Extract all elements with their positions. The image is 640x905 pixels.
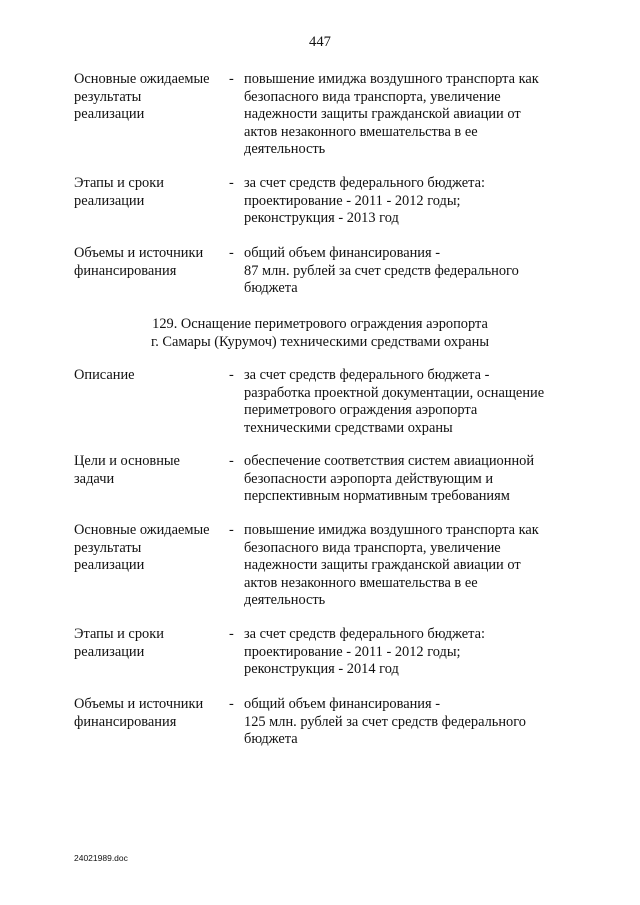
text-line: повышение имиджа воздушного транспорта как — [244, 71, 539, 87]
text-line: безопасности аэропорта действующим и — [244, 470, 494, 487]
label-line: результаты — [74, 88, 142, 105]
text-line: реконструкция - 2014 год — [244, 661, 399, 678]
text-line: 125 млн. рублей за счет средств федерального — [244, 713, 526, 730]
section-text — [244, 71, 574, 159]
dash-separator: - — [229, 175, 234, 191]
text-line: проектирование - 2011 - 2012 годы; — [244, 643, 461, 660]
text-line: за счет средств федерального бюджета: — [244, 626, 486, 642]
text-line: обеспечение соответствия систем авиационной — [244, 453, 535, 469]
label-line: реализации — [74, 106, 145, 123]
section-label — [74, 522, 224, 575]
document-filename: 24021989.doc — [74, 853, 128, 863]
label-line: результаты — [74, 539, 142, 556]
text-line: надежности защиты гражданской авиации от — [244, 557, 521, 574]
text-line: перспективным нормативным требованиям — [244, 488, 510, 505]
heading-line: 129. Оснащение периметрового ограждения аэропорта — [152, 316, 488, 332]
text-line: периметрового ограждения аэропорта — [244, 402, 478, 419]
text-line: надежности защиты гражданской авиации от — [244, 106, 521, 123]
section-text — [244, 367, 574, 437]
label-line: Этапы и сроки — [74, 175, 164, 191]
text-line: общий объем финансирования - — [244, 245, 440, 261]
label-line: финансирования — [74, 262, 177, 279]
section-label — [74, 245, 224, 280]
section-text — [244, 626, 574, 679]
label-line: Этапы и сроки — [74, 626, 164, 642]
section-label — [74, 367, 224, 385]
text-line: разработка проектной документации, оснащение — [244, 384, 545, 401]
page-number: 447 — [309, 34, 331, 50]
label-line: Объемы и источники — [74, 696, 204, 712]
section-text — [244, 522, 574, 610]
section-label — [74, 696, 224, 731]
text-line: проектирование - 2011 - 2012 годы; — [244, 192, 461, 209]
text-line: реконструкция - 2013 год — [244, 210, 399, 227]
text-line: безопасного вида транспорта, увеличение — [244, 88, 501, 105]
section-label — [74, 175, 224, 210]
dash-separator: - — [229, 626, 234, 642]
label-line: Основные ожидаемые — [74, 522, 210, 538]
label-line: Цели и основные — [74, 453, 180, 469]
text-line: безопасного вида транспорта, увеличение — [244, 539, 501, 556]
text-line: деятельность — [244, 141, 326, 158]
label-line: Объемы и источники — [74, 245, 204, 261]
text-line: актов незаконного вмешательства в ее — [244, 574, 478, 591]
section-label — [74, 626, 224, 661]
section-label — [74, 453, 224, 488]
section-text — [244, 175, 574, 228]
text-line: повышение имиджа воздушного транспорта как — [244, 522, 539, 538]
label-line: реализации — [74, 192, 145, 209]
dash-separator: - — [229, 71, 234, 87]
project-heading — [0, 316, 640, 351]
label-line: Основные ожидаемые — [74, 71, 210, 87]
label-line: финансирования — [74, 713, 177, 730]
label-line: реализации — [74, 557, 145, 574]
heading-line: г. Самары (Курумоч) техническими средствами охраны — [150, 333, 490, 350]
section-label — [74, 71, 224, 124]
dash-separator: - — [229, 522, 234, 538]
text-line: 87 млн. рублей за счет средств федерального — [244, 262, 519, 279]
text-line: техническими средствами охраны — [244, 419, 453, 436]
dash-separator: - — [229, 453, 234, 469]
label-line: реализации — [74, 643, 145, 660]
section-text — [244, 245, 574, 298]
text-line: бюджета — [244, 280, 298, 297]
text-line: за счет средств федерального бюджета - — [244, 367, 490, 383]
dash-separator: - — [229, 367, 234, 383]
dash-separator: - — [229, 696, 234, 712]
text-line: деятельность — [244, 592, 326, 609]
text-line: бюджета — [244, 731, 298, 748]
text-line: актов незаконного вмешательства в ее — [244, 123, 478, 140]
text-line: за счет средств федерального бюджета: — [244, 175, 486, 191]
dash-separator: - — [229, 245, 234, 261]
label-line: задачи — [74, 470, 115, 487]
text-line: общий объем финансирования - — [244, 696, 440, 712]
section-text — [244, 696, 574, 749]
label-line: Описание — [74, 367, 135, 383]
section-text — [244, 453, 574, 506]
